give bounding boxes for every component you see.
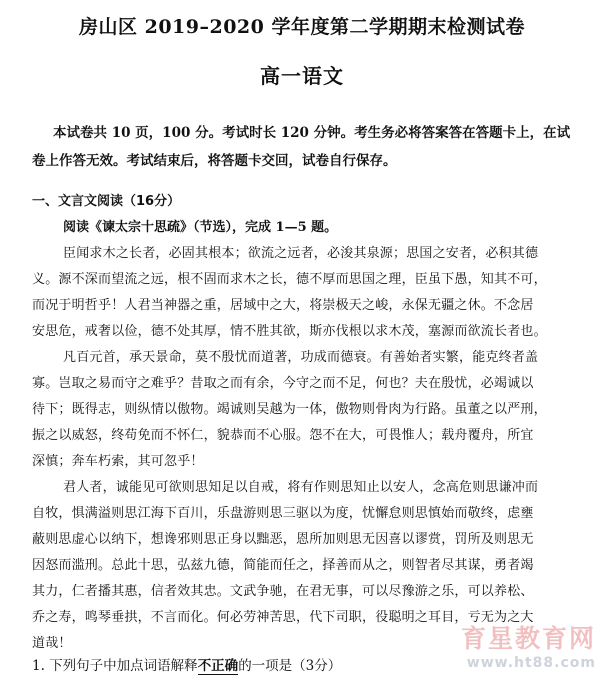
passage-line: 义。源不深而望流之远，根不固而求木之长，德不厚而思国之理，臣虽下愚，知其不可，	[32, 272, 547, 287]
exam-notice-line-1: 本试卷共 10 页，100 分。考试时长 120 分钟。考生务必将答案答在答题卡上，在试	[53, 125, 571, 141]
passage-line: 其力，仁者播其惠，信者效其忠。文武争驰，在君无事，可以尽豫游之乐，可以养松、	[32, 584, 534, 599]
watermark	[461, 619, 596, 671]
passage-line: 寡。岂取之易而守之难乎？昔取之而有余，今守之而不足，何也？夫在殷忧，必竭诚以	[32, 376, 534, 391]
passage-line: 自牧，惧满溢则思江海下百川，乐盘游则思三驱以为度，忧懈怠则思慎始而敬终，虑壅	[32, 506, 534, 521]
passage-line: 振之以威怒，终苟免而不怀仁，貌恭而不心服。怨不在大，可畏惟人；载舟覆舟，所宜	[32, 428, 534, 443]
passage-line: 深慎；奔车朽索，其可忽乎！	[32, 454, 204, 469]
question-number: 1.	[32, 658, 45, 674]
passage-line: 安思危，戒奢以俭，德不处其厚，情不胜其欲，斯亦伐根以求木茂，塞源而欲流长者也。	[32, 324, 547, 339]
passage-line: 凡百元首，承天景命，莫不殷忧而道著，功成而德衰。有善始者实繁，能克终者盖	[63, 350, 539, 365]
question-text: 下列句子中加点词语解释	[49, 658, 198, 674]
watermark-url: www.ht88.com	[466, 655, 596, 671]
question-text-end: 的一项是（3分）	[238, 658, 342, 674]
passage-line: 而况于明哲乎！人君当神器之重，居域中之大，将崇极天之峻，永保无疆之休。不念居	[32, 298, 534, 313]
passage-line: 蔽则思虚心以纳下，想谗邪则思正身以黜恶，恩所加则思无因喜以谬赏，罚所及则思无	[32, 532, 534, 547]
passage-line: 因怒而滥刑。总此十思，弘兹九德，简能而任之，择善而从之，则智者尽其谋，勇者竭	[32, 558, 534, 573]
passage-line: 道哉！	[32, 636, 72, 651]
question-emphasis: 不正确	[197, 658, 239, 674]
question-1	[32, 654, 341, 674]
exam-title: 房山区 2019–2020 学年度第二学期期末检测试卷	[79, 16, 525, 38]
passage-line: 君人者，诚能见可欲则思知足以自戒，将有作则思知止以安人，念高危则思谦冲而	[63, 480, 539, 495]
reading-instruction: 阅读《谏太宗十思疏》（节选），完成 1—5 题。	[63, 220, 338, 235]
passage-line: 臣闻求木之长者，必固其根本；欲流之远者，必浚其泉源；思国之安者，必积其德	[63, 246, 539, 261]
passage-line: 待下；既得志，则纵情以傲物。竭诚则吴越为一体，傲物则骨肉为行路。虽董之以严刑，	[32, 402, 547, 417]
section-heading: 一、文言文阅读（16分）	[32, 194, 181, 209]
exam-notice-line-2: 卷上作答无效。考试结束后，将答题卡交回，试卷自行保存。	[32, 153, 397, 169]
watermark-brand: 育星教育网	[460, 624, 596, 653]
subject-title: 高一语文	[260, 64, 344, 88]
passage-line: 乔之寿，鸣琴垂拱，不言而化。何必劳神苦思，代下司职，役聪明之耳目，亏无为之大	[32, 610, 534, 625]
